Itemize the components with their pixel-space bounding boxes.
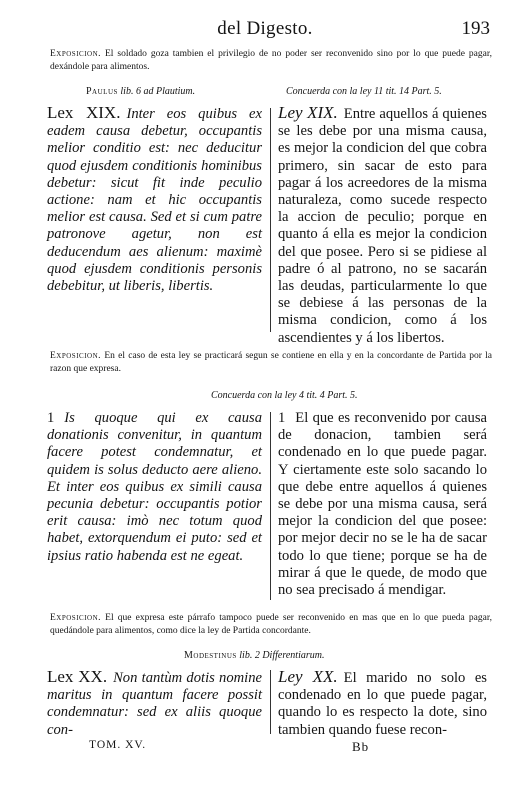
ley-text: El marido no solo es condenado en lo que puede pagar, quando lo es respecto la dote, sino tambien quando fuese recon- — [278, 670, 487, 738]
exposicion-3 — [50, 612, 492, 638]
ley-text: Entre aquellos á quienes se les debe por una misma causa, es mejor la condicion del que cobra primero, sin sacar de esto para pagar á los acreedores de la misma naturaleza, como sucede respecto la accion de peculio; porque en quanto á ella es mejor la condicion del que posee. Pero si se pidiese al padre ó al patrono, no se sacarán las deudas, particularmente lo que se debiese á las personas de la misma condicion, como á los ascendientes y á los libertos. — [278, 106, 487, 346]
page-number: 193 — [461, 18, 490, 39]
column-divider — [270, 108, 271, 332]
citation-modestinus — [184, 650, 324, 661]
lex-heading: Lex XIX. — [47, 103, 121, 122]
paragraph-number: 1 — [278, 410, 286, 426]
exposicion-text: El que expresa este párrafo tampoco puede ser reconvenido en mas que en lo que pueda pagar, quedándole para alimentos, como dice la ley de Partida concordante. — [50, 613, 492, 636]
citation-paulus — [86, 86, 195, 97]
citation-text: lib. 2 Differentiarum. — [239, 650, 325, 661]
exposicion-label: Exposicion. — [50, 49, 102, 59]
paragraph-text: El que es reconvenido por causa de donacion, tambien será condenado en lo que puede pagar. Y ciertamente este solo sacando lo que debe entre aquellos á quienes se debe por una misma causa, será mejor la condicion del que posee: por mejor decir no se le ha de sacar todo lo que tiene; porque se ha de mirar á que le quede, de modo que no sea precisado á mendigar. — [278, 410, 487, 599]
exposicion-2 — [50, 350, 492, 376]
ley-19-spanish — [278, 104, 487, 347]
lex-20-latin — [47, 668, 262, 739]
volume-footer: TOM. XV. — [89, 739, 147, 751]
ley-heading: Ley XIX. — [278, 103, 338, 122]
lex-19-latin — [47, 104, 262, 295]
citation-author: Modestinus — [184, 650, 237, 661]
citation-text: lib. 6 ad Plautium. — [120, 86, 196, 97]
paragraph-1-latin — [47, 410, 262, 565]
paragraph-text: Is quoque qui ex causa donationis convenitur, in quantum facere potest condemnatur, et quidem is solus deducto aere alieno. Et inter eos quibus ex simili causa pecunia debetur: occupantis potior erit causa: imò nec totum quod habet, extorquendum ei puto: sed et ipsius ratio habenda est ne egeat. — [47, 410, 262, 564]
lex-heading: Lex XX. — [47, 667, 108, 686]
running-title: del Digesto. — [217, 18, 313, 39]
column-divider — [270, 412, 271, 600]
citation-concordance-1: Concuerda con la ley 11 tit. 14 Part. 5. — [286, 86, 442, 97]
citation-concordance-2: Concuerda con la ley 4 tit. 4 Part. 5. — [211, 390, 358, 401]
lex-text: Non tantùm dotis nomine maritus in quantum facere possit condemnatur: sed ex aliis quoque con- — [47, 670, 263, 738]
lex-text: Inter eos quibus ex eadem causa debetur, occupantis melior conditio est: nec deducitur quod ejusdem conditionis hominibus debetur: sicut fit inde peculio actione: nam et hic occupantis melior est causa. Sed et si cum patre patronove agetur, non est deducendum aes alienum: maximè quod ejusdem conditionis personis debebitur, ut liberis, libertis. — [47, 106, 262, 295]
paragraph-1-spanish — [278, 410, 487, 599]
column-divider — [270, 670, 271, 734]
running-header — [40, 18, 490, 42]
ley-heading: Ley XX. — [278, 667, 338, 686]
citation-author: Paulus — [86, 86, 118, 97]
exposicion-text: En el caso de esta ley se practicará segun se contiene en ella y en la concordante de Partida por la razon que expresa. — [50, 351, 493, 374]
exposicion-label: Exposicion. — [50, 351, 102, 361]
exposicion-1 — [50, 48, 492, 74]
exposicion-label: Exposicion. — [50, 613, 102, 623]
signature-mark: Bb — [352, 739, 370, 754]
ley-20-spanish — [278, 668, 487, 739]
paragraph-number: 1 — [47, 410, 55, 426]
exposicion-text: El soldado goza tambien el privilegio de no poder ser reconvenido sino por lo que puede pagar, dexándole para alimentos. — [50, 49, 492, 72]
